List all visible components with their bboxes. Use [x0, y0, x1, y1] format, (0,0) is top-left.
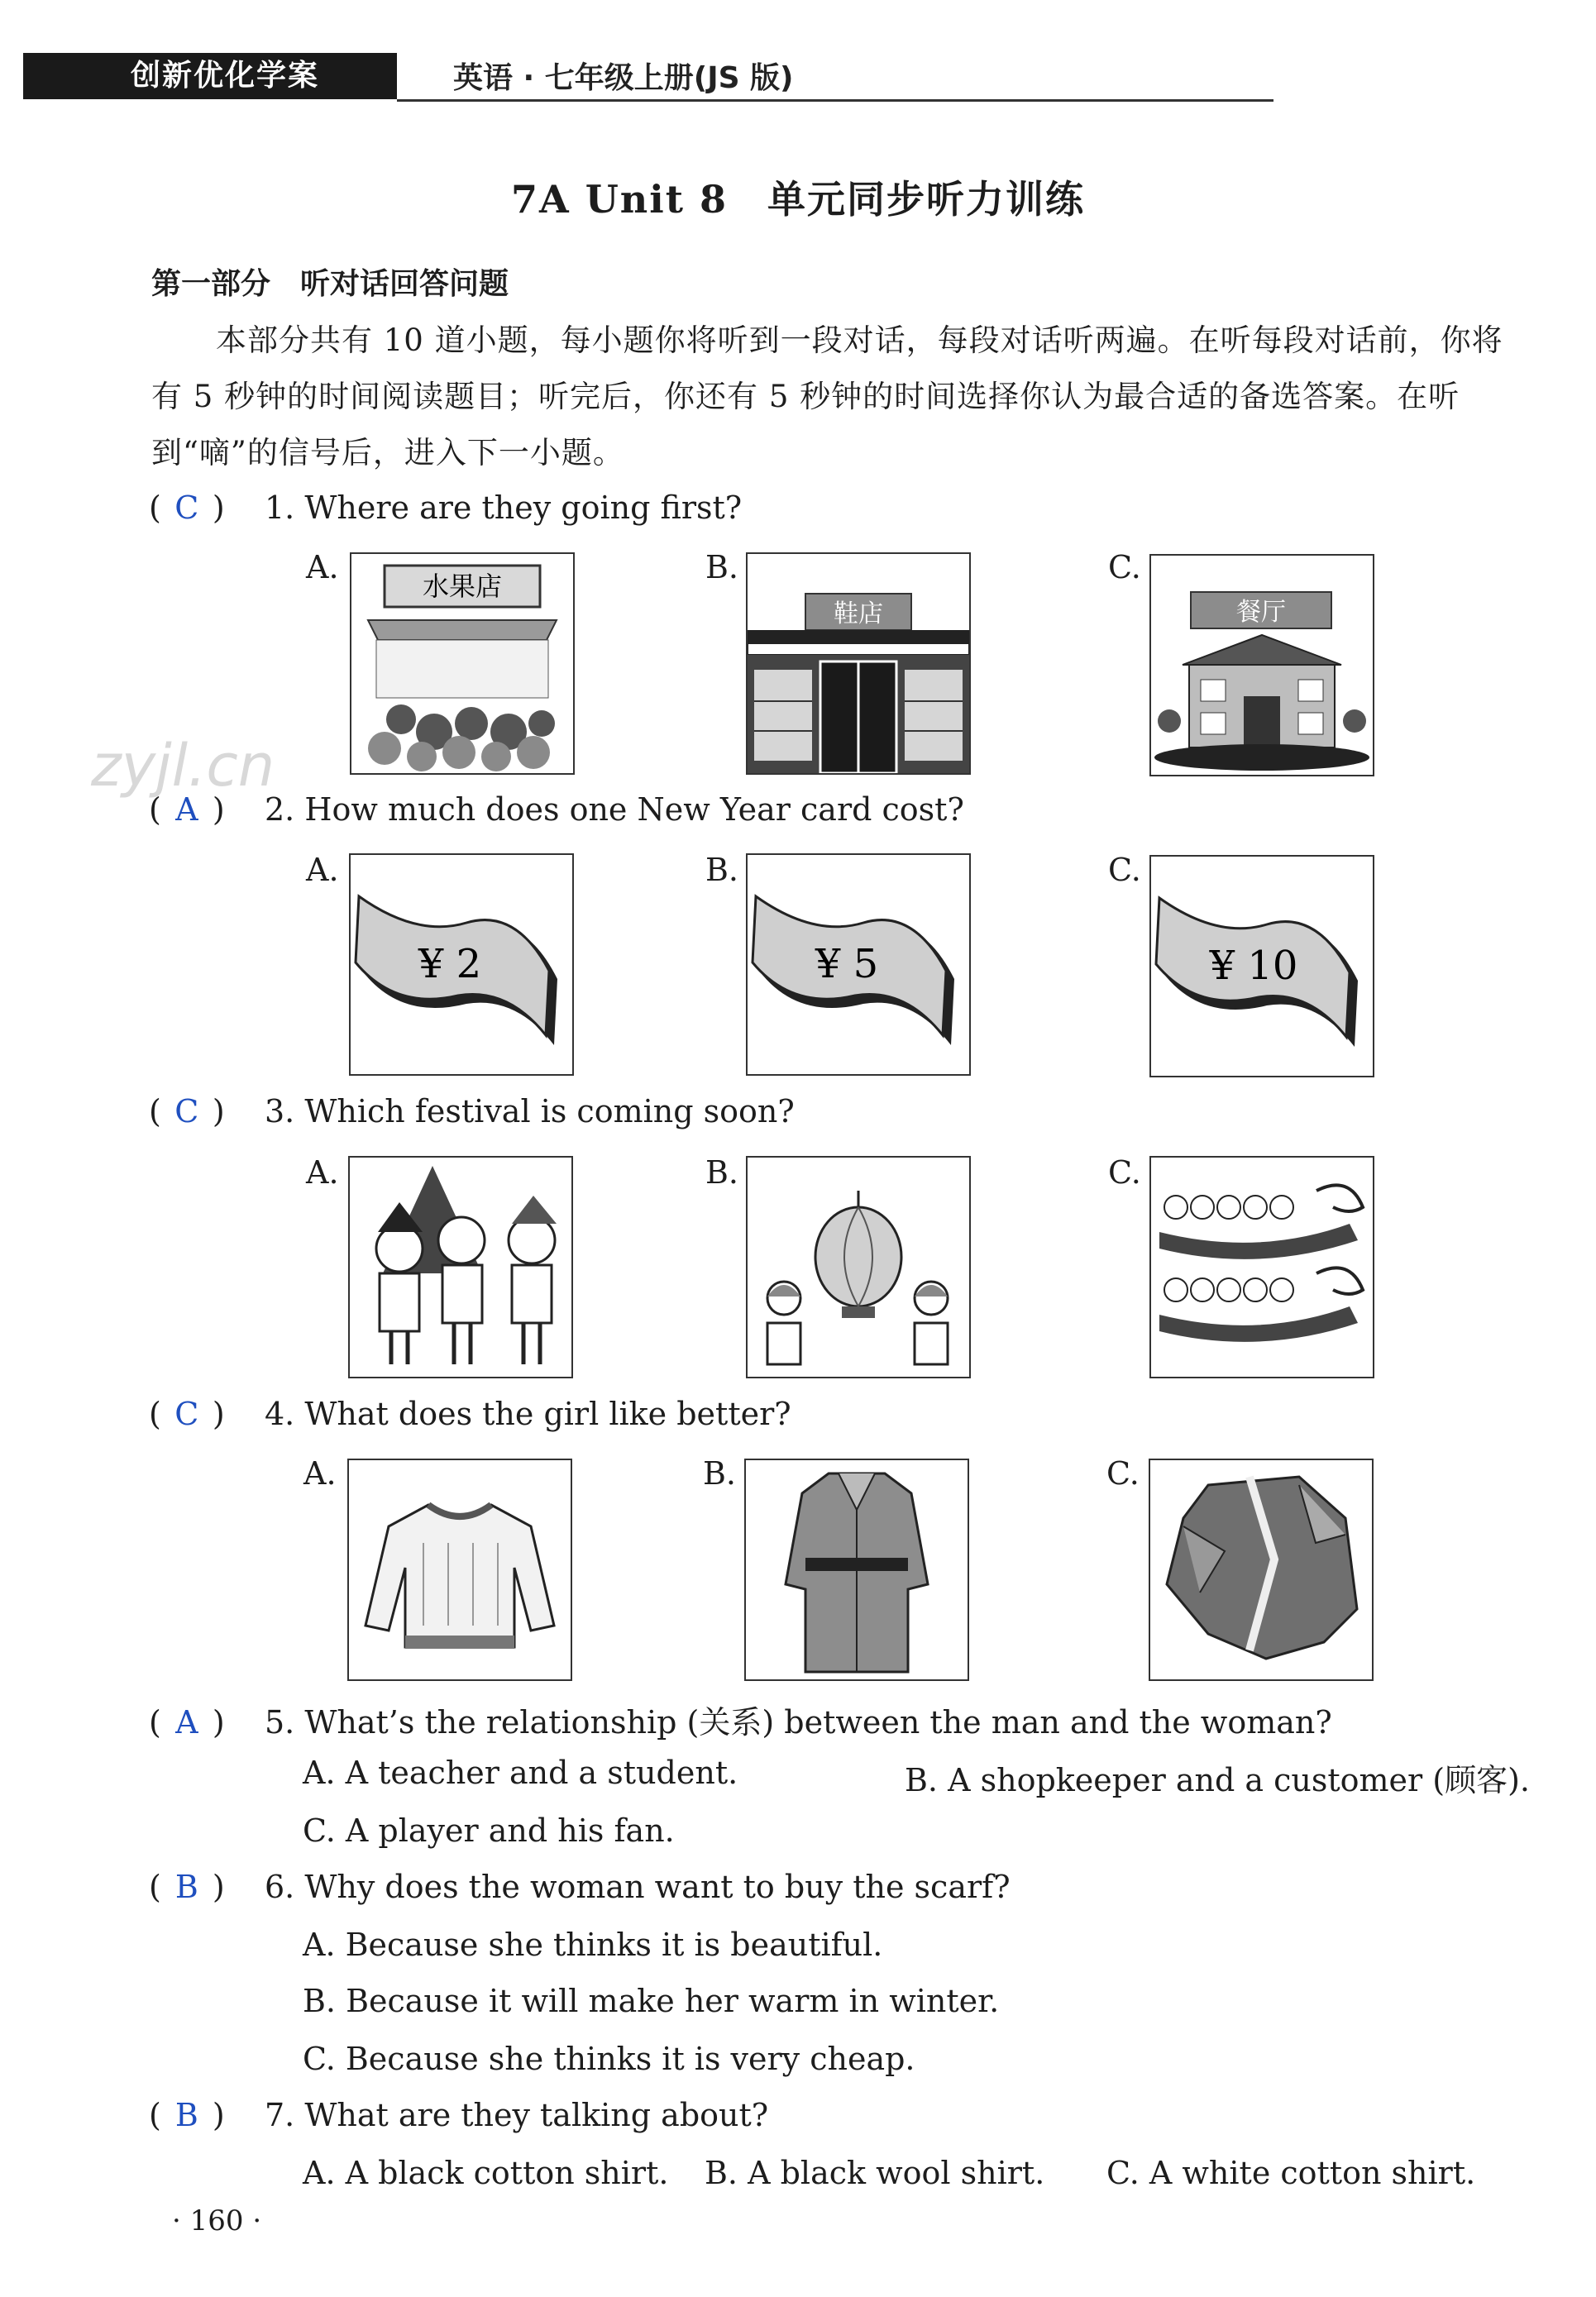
- shop-sign: 鞋店: [834, 599, 883, 628]
- page-number: · 160 ·: [172, 2204, 262, 2237]
- part-title: 第一部分 听对话回答问题: [151, 267, 509, 301]
- shop-sign: 餐厅: [1236, 598, 1286, 627]
- book-title: 英语 · 七年级上册(JS 版): [453, 61, 794, 95]
- question-1: ( C ) 1. Where are they going first?: [149, 489, 743, 526]
- question-text: 6. Why does the woman want to buy the scarf?: [265, 1869, 1011, 1905]
- question-2: ( A ) 2. How much does one New Year card cost?: [149, 791, 964, 828]
- banknote-2-image: [349, 853, 574, 1076]
- fruit-shop-image: [350, 552, 575, 775]
- question-text: 4. What does the girl like better?: [265, 1396, 791, 1432]
- series-banner: 创新优化学案: [23, 53, 397, 99]
- option-label: A.: [303, 1455, 337, 1492]
- question-3: ( C ) 3. Which festival is coming soon?: [149, 1093, 795, 1129]
- page-title: 7A Unit 8 单元同步听力训练: [510, 177, 1085, 222]
- option-label: C.: [1106, 1455, 1140, 1492]
- banknote-value: ¥ 2: [418, 941, 482, 987]
- jacket-image: [1149, 1459, 1374, 1681]
- option-label: C.: [1108, 549, 1141, 585]
- banknote-value: ¥ 10: [1209, 943, 1298, 989]
- option-label: C.: [1108, 852, 1141, 888]
- answer-6: B: [174, 1869, 198, 1905]
- question-5: ( A ) 5. What’s the relationship (关系) between the man and the woman?: [149, 1704, 1332, 1741]
- option-label: B.: [705, 852, 739, 888]
- instructions: 本部分共有 10 道小题，每小题你将听到一段对话，每段对话听两遍。在听每段对话前，你将有 5 秒钟的时间阅读题目；听完后，你还有 5 秒钟的时间选择你认为最合适的备选答案。在听到“嘀”的信号后，进入下一小题。: [151, 322, 1503, 470]
- question-text: 5. What’s the relationship (关系) between the man and the woman?: [265, 1704, 1332, 1741]
- option-label: A.: [306, 852, 339, 888]
- option-a: A. A black cotton shirt.: [303, 2155, 669, 2191]
- option-c: C. A white cotton shirt.: [1106, 2155, 1476, 2191]
- question-4: ( C ) 4. What does the girl like better?: [149, 1396, 791, 1432]
- option-b: B. Because it will make her warm in winter.: [303, 1983, 1000, 2019]
- option-label: B.: [705, 1154, 739, 1191]
- question-7: ( B ) 7. What are they talking about?: [149, 2097, 769, 2133]
- sweater-image: [347, 1459, 572, 1681]
- answer-1: C: [174, 489, 199, 526]
- option-label: A.: [306, 1154, 339, 1191]
- option-b: B. A black wool shirt.: [705, 2155, 1045, 2191]
- option-label: B.: [705, 549, 739, 585]
- option-label: C.: [1108, 1154, 1141, 1191]
- question-text: 7. What are they talking about?: [265, 2097, 769, 2133]
- shop-sign: 水果店: [422, 571, 503, 602]
- christmas-children-image: [348, 1156, 573, 1378]
- lantern-festival-image: [746, 1156, 971, 1378]
- restaurant-image: [1149, 554, 1374, 776]
- question-text: 1. Where are they going first?: [265, 489, 743, 526]
- option-b: B. A shopkeeper and a customer (顾客).: [905, 1762, 1531, 1798]
- answer-2: A: [175, 791, 198, 828]
- answer-3: C: [174, 1093, 199, 1129]
- question-text: 2. How much does one New Year card cost?: [265, 791, 964, 828]
- banknote-10-image: [1149, 855, 1374, 1077]
- answer-5: A: [175, 1704, 198, 1741]
- option-label: B.: [703, 1455, 737, 1492]
- option-a: A. A teacher and a student.: [303, 1755, 738, 1791]
- header-divider: [397, 99, 1273, 102]
- question-text: 3. Which festival is coming soon?: [265, 1093, 795, 1129]
- coat-image: [744, 1459, 969, 1681]
- watermark: zyjl.cn: [91, 732, 275, 800]
- shoe-shop-image: [746, 552, 971, 775]
- option-label: A.: [306, 549, 339, 585]
- option-a: A. Because she thinks it is beautiful.: [303, 1927, 883, 1963]
- answer-7: B: [174, 2097, 198, 2133]
- answer-4: C: [174, 1396, 199, 1432]
- banknote-value: ¥ 5: [815, 941, 879, 987]
- option-c: C. A player and his fan.: [303, 1812, 675, 1849]
- banknote-5-image: [746, 853, 971, 1076]
- option-c: C. Because she thinks it is very cheap.: [303, 2041, 915, 2077]
- dragon-boat-image: [1149, 1156, 1374, 1378]
- question-6: ( B ) 6. Why does the woman want to buy the scarf?: [149, 1869, 1011, 1905]
